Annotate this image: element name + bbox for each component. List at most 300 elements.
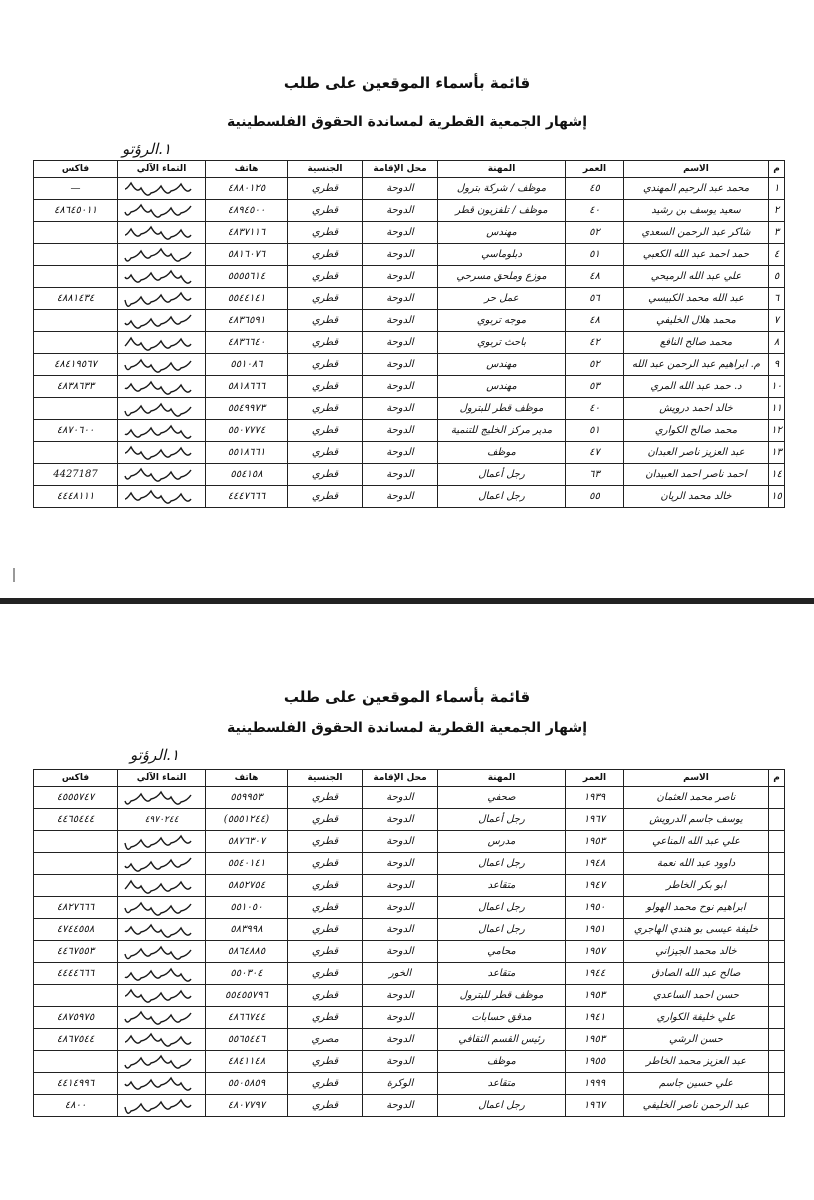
signature-scribble (119, 201, 203, 221)
cell-phone: ٤٨٣٦٦٤٠ (206, 332, 288, 354)
cell-name: عبد الله محمد الكبيسي (624, 288, 769, 310)
column-header-fax: فاكس (34, 770, 118, 787)
cell-age: ٦٣ (566, 464, 624, 486)
cell-email (118, 288, 206, 310)
cell-index (769, 1029, 785, 1051)
cell-fax (34, 831, 118, 853)
cell-fax (34, 244, 118, 266)
cell-phone: ٥٥١٠٥٠ (206, 897, 288, 919)
cell-index (769, 831, 785, 853)
signature-scribble (119, 311, 203, 331)
cell-phone: ٥٥٠٧٧٧٤ (206, 420, 288, 442)
signature-scribble (119, 964, 203, 984)
column-header-index: م (769, 770, 785, 787)
cell-email (118, 875, 206, 897)
cell-residence: الدوحة (363, 178, 438, 200)
cell-phone: ٥٨٣٩٩٨ (206, 919, 288, 941)
cell-email (118, 420, 206, 442)
document-page-2 (0, 604, 814, 1200)
cell-job: باحث تربوي (438, 332, 566, 354)
cell-fax: 4427187 (34, 464, 118, 486)
cell-phone: ٥٨٦٤٨٨٥ (206, 941, 288, 963)
table-row (34, 1095, 785, 1117)
cell-fax: ٤٤٤٨١١١ (34, 486, 118, 508)
cell-phone: ٥٨١٦٠٧٦ (206, 244, 288, 266)
cell-nationality: قطري (288, 200, 363, 222)
cell-phone: ٤٨٨٠١٢٥ (206, 178, 288, 200)
cell-name: داوود عبد الله نعمة (624, 853, 769, 875)
cell-index (769, 1095, 785, 1117)
cell-nationality: قطري (288, 1095, 363, 1117)
cell-nationality: قطري (288, 178, 363, 200)
signature-scribble (119, 465, 203, 485)
cell-name: ابراهيم نوح محمد الهولو (624, 897, 769, 919)
cell-residence: الدوحة (363, 831, 438, 853)
signature-scribble (119, 942, 203, 962)
signatories-table (33, 160, 785, 508)
cell-fax (34, 332, 118, 354)
cell-phone: ٥٥٩٩٥٣ (206, 787, 288, 809)
cell-name: خالد محمد الجيزاني (624, 941, 769, 963)
cell-age: ٥١ (566, 244, 624, 266)
column-header-email: التماء الآلي (118, 770, 206, 787)
cell-index (769, 1073, 785, 1095)
cell-name: علي حسين جاسم (624, 1073, 769, 1095)
cell-job: مدقق حسابات (438, 1007, 566, 1029)
page-title: قائمة بأسماء الموقعين على طلب (283, 74, 531, 92)
cell-phone: ٤٨٣٧١١٦ (206, 222, 288, 244)
cell-residence: الدوحة (363, 332, 438, 354)
table-row (34, 200, 785, 222)
cell-age: ٥٦ (566, 288, 624, 310)
cell-phone: ٤٨٦٦٧٤٤ (206, 1007, 288, 1029)
cell-age: ١٩٤٨ (566, 853, 624, 875)
cell-phone: ٥٨٧٦٣٠٧ (206, 831, 288, 853)
signature-scribble (119, 289, 203, 309)
cell-index: ١١ (769, 398, 785, 420)
cell-phone: ٥٥٤١٥٨ (206, 464, 288, 486)
cell-fax (34, 398, 118, 420)
cell-residence: الدوحة (363, 897, 438, 919)
cell-email (118, 398, 206, 420)
cell-phone: ٥٥٠٣٠٤ (206, 963, 288, 985)
cell-name: محمد عبد الرحيم المهندي (624, 178, 769, 200)
cell-fax: — (34, 178, 118, 200)
cell-phone: (٥٥٥١٢٤٤) (206, 809, 288, 831)
cell-nationality: قطري (288, 787, 363, 809)
cell-fax: ٤٨٣٨٦٣٣ (34, 376, 118, 398)
cell-residence: الدوحة (363, 1029, 438, 1051)
cell-residence: الدوحة (363, 442, 438, 464)
cell-fax: ٤٨٧٠٦٠٠ (34, 420, 118, 442)
cell-index: ٤ (769, 244, 785, 266)
cell-age: ١٩٥٣ (566, 831, 624, 853)
handwritten-tag: ١.الرؤتو (130, 746, 180, 764)
cell-job: موظف (438, 442, 566, 464)
signature-scribble (119, 179, 203, 199)
cell-email (118, 853, 206, 875)
cell-index: ٣ (769, 222, 785, 244)
cell-index: ١٢ (769, 420, 785, 442)
signature-scribble (119, 986, 203, 1006)
signature-scribble (119, 333, 203, 353)
cell-index: ١٠ (769, 376, 785, 398)
table-row (34, 310, 785, 332)
cell-name: د. حمد عبد الله المري (624, 376, 769, 398)
cell-age: ٤٨ (566, 266, 624, 288)
cell-email (118, 941, 206, 963)
cell-job: رجل أعمال (438, 464, 566, 486)
cell-residence: الدوحة (363, 354, 438, 376)
cell-name: عبد العزيز محمد الخاطر (624, 1051, 769, 1073)
cell-residence: الدوحة (363, 1095, 438, 1117)
cell-email (118, 310, 206, 332)
signatories-table (33, 769, 785, 1117)
cell-residence: الدوحة (363, 875, 438, 897)
cell-job: رجل اعمال (438, 919, 566, 941)
cell-name: م. ابراهيم عبد الرحمن عبد الله (624, 354, 769, 376)
column-header-job: المهنة (438, 770, 566, 787)
cell-fax: ٤٨٤١٩٥٦٧ (34, 354, 118, 376)
cell-fax (34, 442, 118, 464)
cell-name: حسن احمد الساعدي (624, 985, 769, 1007)
cell-job: موظف قطر للبترول (438, 985, 566, 1007)
cell-nationality: قطري (288, 875, 363, 897)
cell-email (118, 919, 206, 941)
cell-residence: الدوحة (363, 222, 438, 244)
cell-job: صحفي (438, 787, 566, 809)
cell-nationality: قطري (288, 288, 363, 310)
cell-residence: الدوحة (363, 985, 438, 1007)
cell-job: رئيس القسم الثقافي (438, 1029, 566, 1051)
cell-email (118, 787, 206, 809)
cell-nationality: قطري (288, 853, 363, 875)
cell-index (769, 963, 785, 985)
cell-residence: الدوحة (363, 464, 438, 486)
cell-age: ٥١ (566, 420, 624, 442)
cell-job: موظف / شركة بترول (438, 178, 566, 200)
signature-scribble (119, 487, 203, 507)
cell-job: عمل حر (438, 288, 566, 310)
table-row (34, 398, 785, 420)
column-header-name: الاسم (624, 770, 769, 787)
cell-nationality: قطري (288, 222, 363, 244)
cell-fax (34, 875, 118, 897)
cell-name: عبد العزيز ناصر العبدان (624, 442, 769, 464)
cell-name: ابو بكر الخاطر (624, 875, 769, 897)
cell-phone: ٥٥٠٥٨٥٩ (206, 1073, 288, 1095)
cell-fax: ٤٨٠٠ (34, 1095, 118, 1117)
cell-name: خالد محمد الريان (624, 486, 769, 508)
column-header-nationality: الجنسية (288, 770, 363, 787)
signature-scribble (119, 377, 203, 397)
cell-residence: الدوحة (363, 853, 438, 875)
signature-scribble (119, 245, 203, 265)
cell-index: ٢ (769, 200, 785, 222)
column-header-phone: هاتف (206, 161, 288, 178)
table-row (34, 266, 785, 288)
column-header-age: العمر (566, 161, 624, 178)
signature-scribble (119, 421, 203, 441)
cell-age: ١٩٣٩ (566, 787, 624, 809)
table-row (34, 1007, 785, 1029)
cell-index: ١٥ (769, 486, 785, 508)
cell-email (118, 266, 206, 288)
table-row (34, 178, 785, 200)
cell-job: رجل أعمال (438, 809, 566, 831)
table-row (34, 875, 785, 897)
cell-name: احمد ناصر احمد العبيدان (624, 464, 769, 486)
table-row (34, 376, 785, 398)
cell-index: ٨ (769, 332, 785, 354)
signature-scribble (119, 876, 203, 896)
cell-nationality: قطري (288, 941, 363, 963)
cell-index (769, 941, 785, 963)
column-header-age: العمر (566, 770, 624, 787)
cell-nationality: قطري (288, 266, 363, 288)
cell-index (769, 875, 785, 897)
cell-fax (34, 853, 118, 875)
cell-residence: الدوحة (363, 919, 438, 941)
cell-residence: الخور (363, 963, 438, 985)
cell-name: حسن الرشي (624, 1029, 769, 1051)
cell-email (118, 831, 206, 853)
cell-email (118, 222, 206, 244)
cell-name: محمد صالح الكواري (624, 420, 769, 442)
table-row (34, 919, 785, 941)
table-row (34, 464, 785, 486)
table-header-row (34, 161, 785, 178)
cell-job: موزع وملحق مسرحي (438, 266, 566, 288)
cell-name: حمد احمد عبد الله الكعبي (624, 244, 769, 266)
cell-job: مهندس (438, 222, 566, 244)
cell-residence: الدوحة (363, 376, 438, 398)
cell-age: ١٩٥٠ (566, 897, 624, 919)
cell-nationality: قطري (288, 486, 363, 508)
cell-email (118, 1051, 206, 1073)
cell-email (118, 963, 206, 985)
column-header-phone: هاتف (206, 770, 288, 787)
cell-nationality: قطري (288, 1073, 363, 1095)
cell-job: موجه تربوي (438, 310, 566, 332)
cell-name: عبد الرحمن ناصر الخليفي (624, 1095, 769, 1117)
cell-email (118, 244, 206, 266)
cell-email (118, 897, 206, 919)
cell-email: ٤٩٧٠٢٤٤ (118, 809, 206, 831)
cell-nationality: قطري (288, 332, 363, 354)
signature-scribble (119, 898, 203, 918)
cell-age: ١٩٤١ (566, 1007, 624, 1029)
signature-scribble (119, 832, 203, 852)
cell-nationality: قطري (288, 420, 363, 442)
cell-age: ١٩٥٣ (566, 1029, 624, 1051)
table-row (34, 963, 785, 985)
cell-phone: ٤٨٤١١٤٨ (206, 1051, 288, 1073)
cell-fax: ٤٨٨١٤٣٤ (34, 288, 118, 310)
cell-job: رجل اعمال (438, 897, 566, 919)
cell-nationality: قطري (288, 464, 363, 486)
cell-name: خليفة عيسى بو هندي الهاجري (624, 919, 769, 941)
scan-mark (13, 568, 15, 582)
signature-scribble (119, 267, 203, 287)
cell-phone: ٥٥١٨٦٦١ (206, 442, 288, 464)
cell-nationality: قطري (288, 919, 363, 941)
cell-nationality: قطري (288, 354, 363, 376)
cell-residence: الدوحة (363, 1051, 438, 1073)
cell-nationality: قطري (288, 985, 363, 1007)
cell-fax: ٤٨٦٤٥٠١١ (34, 200, 118, 222)
cell-age: ١٩٥١ (566, 919, 624, 941)
table-row (34, 354, 785, 376)
cell-residence: الدوحة (363, 1007, 438, 1029)
cell-phone: ٥٥٤٩٩٧٣ (206, 398, 288, 420)
signature-scribble (119, 854, 203, 874)
document-page-1 (0, 0, 814, 598)
cell-job: موظف قطر للبترول (438, 398, 566, 420)
column-header-job: المهنة (438, 161, 566, 178)
table-row (34, 288, 785, 310)
cell-phone: ٤٨٣٦٥٩١ (206, 310, 288, 332)
cell-age: ٤٨ (566, 310, 624, 332)
cell-nationality: قطري (288, 376, 363, 398)
cell-email (118, 1029, 206, 1051)
cell-name: صالح عبد الله الصادق (624, 963, 769, 985)
cell-job: مدرس (438, 831, 566, 853)
cell-index (769, 809, 785, 831)
cell-job: متقاعد (438, 1073, 566, 1095)
cell-age: ٥٥ (566, 486, 624, 508)
handwritten-tag: ١.الرؤتو (122, 140, 172, 158)
cell-phone: ٥٥٤٥٥٧٩٦ (206, 985, 288, 1007)
page-subtitle: إشهار الجمعية القطرية لمساندة الحقوق الفلسطينية (227, 720, 587, 736)
table-row (34, 897, 785, 919)
table-header-row (34, 770, 785, 787)
cell-job: متقاعد (438, 875, 566, 897)
cell-name: محمد صالح النافع (624, 332, 769, 354)
cell-residence: الدوحة (363, 288, 438, 310)
cell-nationality: قطري (288, 310, 363, 332)
cell-fax: ٤٤١٤٩٩٦ (34, 1073, 118, 1095)
cell-nationality: قطري (288, 244, 363, 266)
cell-nationality: قطري (288, 1051, 363, 1073)
cell-email (118, 332, 206, 354)
cell-residence: الدوحة (363, 486, 438, 508)
cell-fax (34, 266, 118, 288)
table-row (34, 809, 785, 831)
cell-phone: ٥٥٥٥٦١٤ (206, 266, 288, 288)
cell-job: محامي (438, 941, 566, 963)
signature-scribble (119, 920, 203, 940)
cell-index: ٥ (769, 266, 785, 288)
signature-scribble (119, 399, 203, 419)
cell-nationality: قطري (288, 897, 363, 919)
cell-index (769, 1051, 785, 1073)
cell-index (769, 1007, 785, 1029)
cell-index (769, 919, 785, 941)
column-header-residence: محل الإقامة (363, 161, 438, 178)
table-row (34, 420, 785, 442)
cell-name: علي عبد الله المناعي (624, 831, 769, 853)
cell-job: مهندس (438, 354, 566, 376)
cell-age: ٥٢ (566, 222, 624, 244)
table-row (34, 244, 785, 266)
cell-phone: ٥٥١٠٨٦ (206, 354, 288, 376)
cell-index (769, 985, 785, 1007)
cell-index: ١٤ (769, 464, 785, 486)
table-row (34, 332, 785, 354)
cell-nationality: قطري (288, 442, 363, 464)
cell-email (118, 464, 206, 486)
table-row (34, 853, 785, 875)
cell-name: علي عبد الله الرميحي (624, 266, 769, 288)
cell-fax: ٤٤٦٧٥٥٣ (34, 941, 118, 963)
column-header-nationality: الجنسية (288, 161, 363, 178)
cell-age: ١٩٩٩ (566, 1073, 624, 1095)
cell-email (118, 486, 206, 508)
signature-scribble (119, 355, 203, 375)
table-row (34, 787, 785, 809)
cell-nationality: قطري (288, 398, 363, 420)
cell-age: ٤٠ (566, 200, 624, 222)
table-row (34, 941, 785, 963)
cell-name: خالد احمد درويش (624, 398, 769, 420)
cell-name: سعيد يوسف بن رشيد (624, 200, 769, 222)
table-row (34, 442, 785, 464)
cell-residence: الدوحة (363, 398, 438, 420)
signature-scribble (119, 1008, 203, 1028)
cell-email (118, 1095, 206, 1117)
cell-residence: الدوحة (363, 420, 438, 442)
cell-name: ناصر محمد العثمان (624, 787, 769, 809)
cell-job: موظف / تلفزيون قطر (438, 200, 566, 222)
cell-phone: ٤٨٠٧٧٩٧ (206, 1095, 288, 1117)
cell-nationality: مصري (288, 1029, 363, 1051)
cell-job: متقاعد (438, 963, 566, 985)
cell-email (118, 354, 206, 376)
cell-phone: ٥٥٤٤١٤١ (206, 288, 288, 310)
cell-fax: ٤٨٢٧٦٦٦ (34, 897, 118, 919)
cell-fax: ٤٥٥٥٧٤٧ (34, 787, 118, 809)
cell-age: ١٩٥٧ (566, 941, 624, 963)
cell-age: ٤٥ (566, 178, 624, 200)
cell-age: ١٩٥٣ (566, 985, 624, 1007)
cell-age: ١٩٤٧ (566, 875, 624, 897)
cell-fax (34, 1051, 118, 1073)
cell-residence: الدوحة (363, 787, 438, 809)
cell-age: ١٩٦٧ (566, 809, 624, 831)
cell-fax: ٤٧٤٤٥٥٨ (34, 919, 118, 941)
cell-index (769, 897, 785, 919)
signature-scribble (119, 1074, 203, 1094)
cell-phone: ٥٨٥٢٧٥٤ (206, 875, 288, 897)
cell-index: ١ (769, 178, 785, 200)
column-header-index: م (769, 161, 785, 178)
cell-name: علي خليفة الكواري (624, 1007, 769, 1029)
cell-job: مدير مركز الخليج للتنمية (438, 420, 566, 442)
signature-scribble (119, 223, 203, 243)
cell-age: ٥٢ (566, 354, 624, 376)
signature-scribble (119, 443, 203, 463)
cell-email (118, 1007, 206, 1029)
cell-nationality: قطري (288, 1007, 363, 1029)
cell-job: مهندس (438, 376, 566, 398)
cell-name: محمد هلال الخليفي (624, 310, 769, 332)
cell-age: ٥٣ (566, 376, 624, 398)
cell-age: ١٩٤٤ (566, 963, 624, 985)
cell-fax (34, 222, 118, 244)
cell-name: يوسف جاسم الدرويش (624, 809, 769, 831)
table-row (34, 486, 785, 508)
